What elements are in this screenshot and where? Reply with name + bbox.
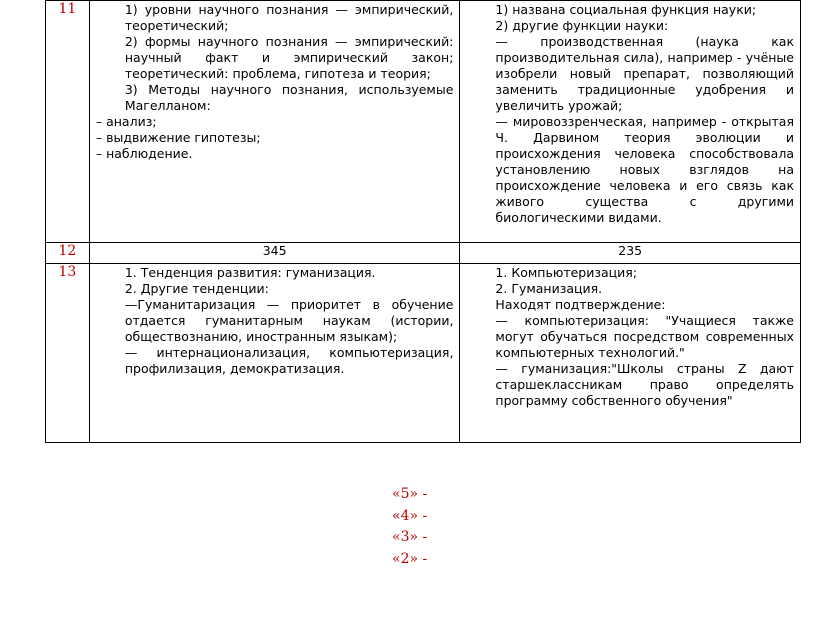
table-row [46, 1, 801, 243]
cell-paragraph: – выдвижение гипотезы; [95, 130, 261, 145]
table-row [46, 243, 801, 264]
row-11-left-cell [89, 1, 460, 243]
cell-paragraph: 2. Гуманизация. [495, 281, 603, 296]
row-number: 13 [46, 264, 90, 443]
cell-paragraph: 1) уровни научного познания — эмпирический, теоретический; [124, 2, 454, 33]
cell-paragraph: – наблюдение. [95, 146, 193, 161]
cell-paragraph: – анализ; [95, 114, 157, 129]
row-12-left-value: 345 [89, 243, 460, 264]
grade-4: «4» - [392, 507, 428, 524]
cell-paragraph: — интернационализация, компьютеризация, профилизация, демократизация. [124, 345, 454, 376]
cell-paragraph: — производственная (наука как производительная сила), например - учёные изобрели новый препарат, позволяющий заменить традиционные удобрения и увеличить урожай; [495, 34, 794, 113]
cell-paragraph: 1. Компьютеризация; [495, 265, 638, 280]
cell-paragraph: 1) названа социальная функция науки; [495, 2, 757, 17]
row-number: 11 [46, 1, 90, 243]
cell-paragraph: —Гуманитаризация — приоритет в обучение отдается гуманитарным наукам (истории, обществознанию, иностранным языкам); [124, 297, 454, 344]
row-12-right-value: 235 [460, 243, 801, 264]
row-13-right-cell [460, 264, 801, 443]
cell-paragraph: 2) формы научного познания — эмпирический: научный факт и эмпирический закон; теоретический: проблема, гипотеза и теория; [124, 34, 454, 81]
grade-5: «5» - [392, 486, 428, 502]
cell-paragraph: Находят подтверждение: [495, 297, 666, 312]
cell-paragraph: 2. Другие тенденции: [124, 281, 269, 296]
cell-paragraph: — мировоззренческая, например - открытая Ч. Дарвином теория эволюции и происхождения человека способствовала установлению новых взглядов на происхождение человека и его связь как живого существа с другими биологическими видами. [495, 114, 794, 225]
table-row [46, 264, 801, 443]
cell-paragraph: — компьютеризация: "Учащиеся также могут обучаться посредством современных компьютерных технологий." [495, 313, 794, 360]
cell-paragraph: 1. Тенденция развития: гуманизация. [124, 265, 376, 280]
cell-paragraph: 2) другие функции науки: [495, 18, 669, 33]
grade-3: «3» - [392, 529, 428, 545]
cell-paragraph: 3) Методы научного познания, используемые Магелланом: [124, 82, 454, 113]
grade-2: «2» - [392, 550, 428, 567]
answers-table [45, 0, 801, 443]
row-number: 12 [46, 243, 90, 264]
cell-paragraph: — гуманизация:"Школы страны Z дают старшеклассникам право определять программу собственного обучения" [495, 361, 794, 408]
grade-scale [392, 484, 427, 570]
row-13-left-cell [89, 264, 460, 443]
row-11-right-cell [460, 1, 801, 243]
